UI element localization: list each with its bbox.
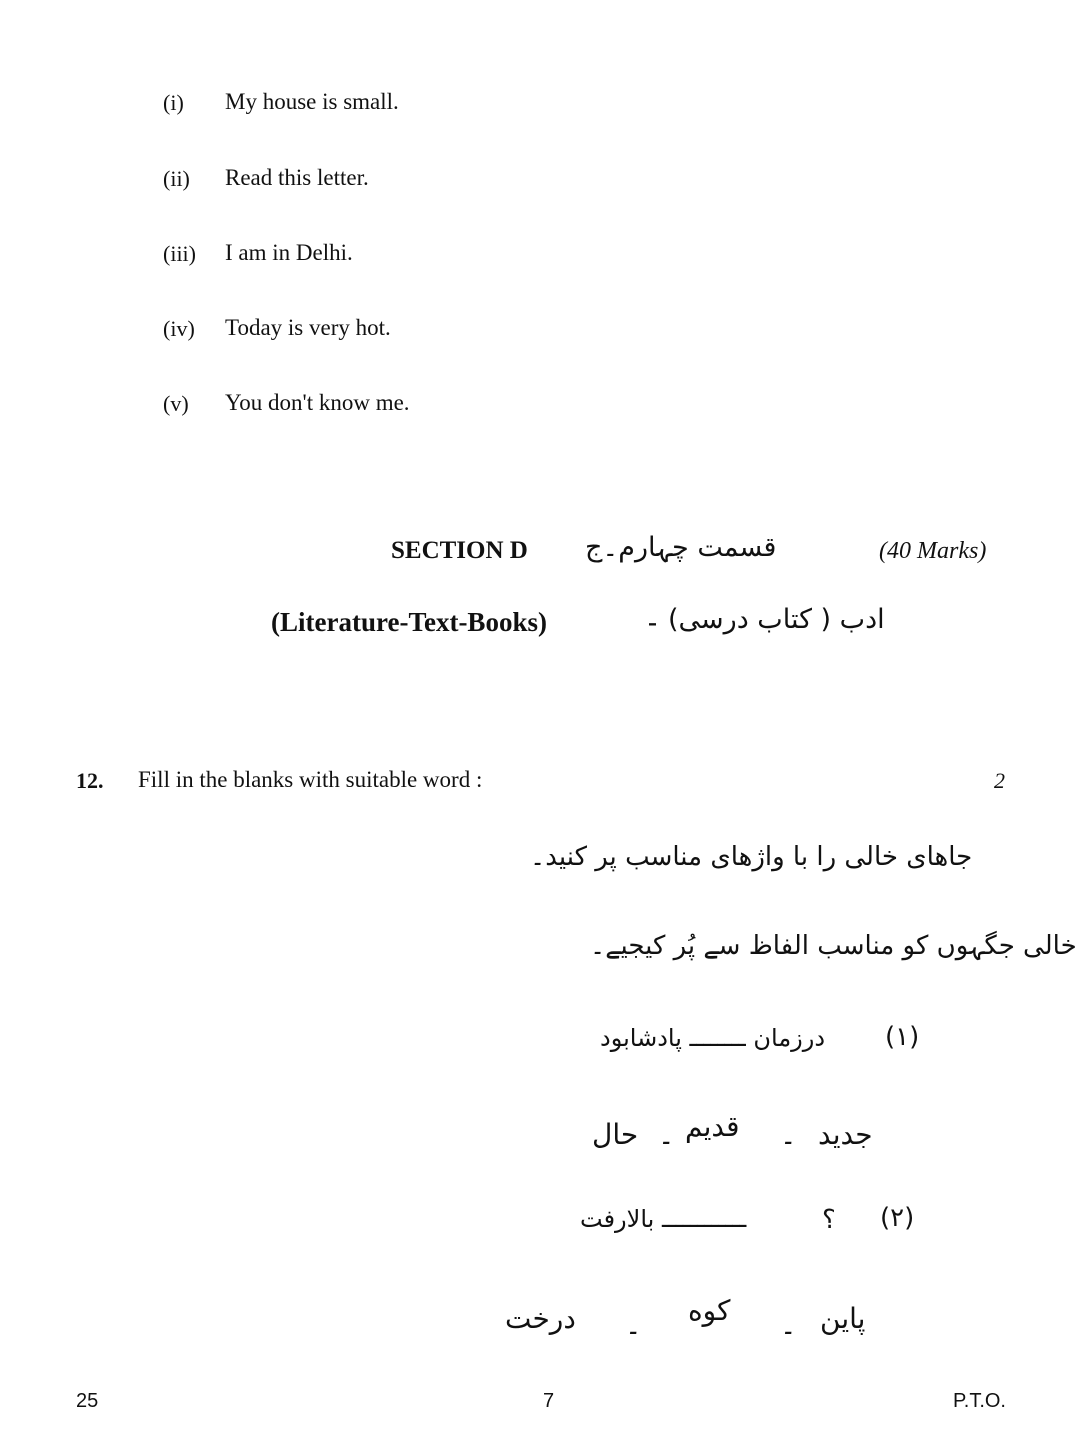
page-number: 7 [543,1390,555,1412]
section-subtitle: (Literature-Text-Books) [271,607,547,637]
pto-label: P.T.O. [953,1390,1006,1412]
sentence-text: My house is small. [225,89,399,114]
option-word: پاین [820,1302,866,1335]
sentence-text: Read this letter. [225,165,369,190]
paper-code: 25 [76,1390,99,1412]
item-sentence: ــــــــــــ بالارفت [580,1205,747,1233]
option-word: قدیم [685,1110,740,1143]
option-separator: ۔ [658,1118,675,1151]
option-separator: ۔ [780,1118,797,1151]
section-label: SECTION D [391,537,528,564]
question-marks: 2 [994,768,1005,793]
section-urdu-subtitle: ادب ( کتاب درسی) [668,604,885,635]
section-urdu-label: قسمت چہارم۔ج [585,532,777,563]
sentence-number: (iii) [163,241,196,266]
sentence-number: (ii) [163,166,190,191]
sentence-number: (v) [163,391,189,416]
question-text: Fill in the blanks with suitable word : [138,767,483,792]
sentence-text: Today is very hot. [225,315,391,340]
urdu-instruction: خالی جگہوں کو مناسب الفاظ سے پُر کیجیے۔ [590,931,1077,961]
sentence-text: You don't know me. [225,390,410,415]
option-word: جدید [818,1118,873,1151]
sentence-text: I am in Delhi. [225,240,353,265]
option-word: کوه [688,1294,731,1327]
option-word: درخت [505,1302,576,1335]
persian-instruction: جاهای خالی را با واژهای مناسب پر کنید۔ [530,842,973,872]
option-word: حال [592,1118,639,1151]
item-sentence: درزمان ــــــــ پادشابود [600,1024,826,1052]
option-separator: ۔ [625,1308,642,1341]
item-question-mark: ؟ [822,1205,836,1235]
item-number: (۱) [885,1022,920,1052]
question-number: 12. [76,768,104,793]
sentence-number: (i) [163,90,184,115]
sentence-number: (iv) [163,316,195,341]
option-separator: ۔ [780,1308,797,1341]
section-subtitle-separator: - [648,607,657,637]
item-number: (۲) [880,1203,915,1233]
section-marks: (40 Marks) [879,538,987,564]
